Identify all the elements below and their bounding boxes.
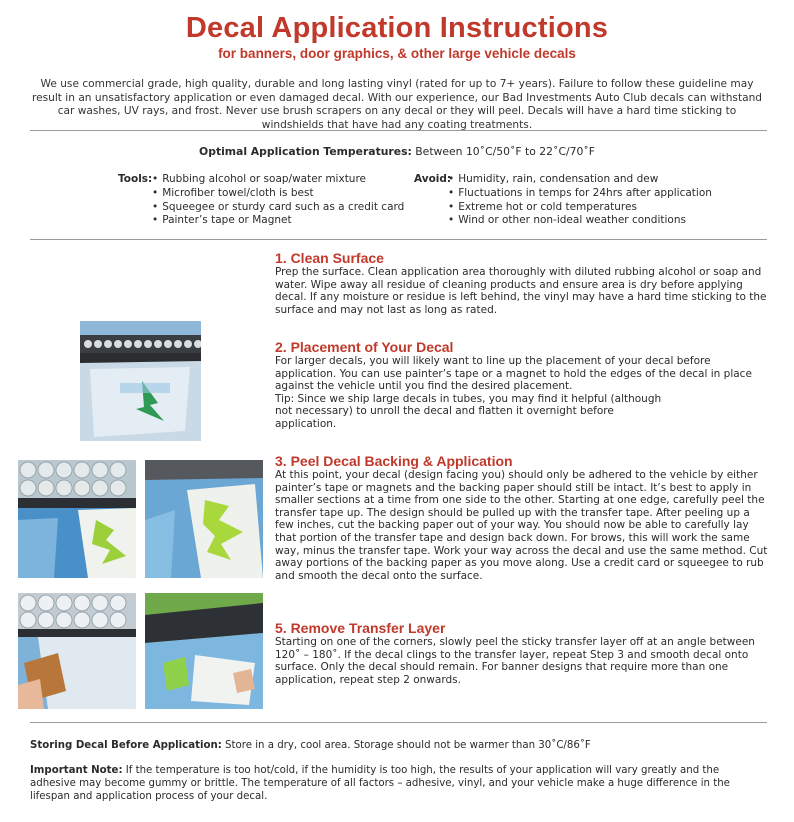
avoid-list xyxy=(448,173,748,228)
step-tip: Tip: Since we ship large decals in tubes, you may find it helpful (although not necessary) to unroll the decal and flatten it overnight before application. xyxy=(275,392,662,430)
temperature-line xyxy=(0,145,794,158)
placement-photo xyxy=(80,321,201,441)
list-item: • Humidity, rain, condensation and dew xyxy=(448,173,748,187)
list-item: • Extreme hot or cold temperatures xyxy=(448,201,748,215)
temperature-label: Optimal Application Temperatures: xyxy=(199,145,412,158)
peel-photo-1 xyxy=(18,460,136,578)
step-body: Prep the surface. Clean application area thoroughly with diluted rubbing alcohol or soap and water. Wipe away all residue of cleaning products and ensure area is dry before applying decal. If any moisture or residue is left behind, the vinyl may have a hard time sticking to the surface and may not last as long as rated. xyxy=(275,266,767,316)
list-item: • Microfiber towel/cloth is best xyxy=(152,187,412,201)
peel-photo-2 xyxy=(145,460,263,578)
divider xyxy=(30,722,767,723)
step-title: 1. Clean Surface xyxy=(275,250,384,266)
transfer-photo-1 xyxy=(18,593,136,709)
list-item: • Fluctuations in temps for 24hrs after application xyxy=(448,187,748,201)
tools-label: Tools: xyxy=(118,173,153,185)
step-title: 2. Placement of Your Decal xyxy=(275,339,454,355)
step-body: For larger decals, you will likely want to line up the placement of your decal before application. You can use painter’s tape or a magnet to hold the edges of the decal in place against the vehicle until you find the desired placement. xyxy=(275,355,752,393)
avoid-label: Avoid: xyxy=(414,173,452,185)
step-body: Starting on one of the corners, slowly peel the sticky transfer layer off at an angle between 120˚ – 180˚. If the decal clings to the transfer layer, repeat Step 3 and smooth decal onto surface. Only the decal should remain. For banner designs that require more than one application, repeat step 2 onwards. xyxy=(275,636,755,686)
transfer-photo-2 xyxy=(145,593,263,709)
step-title: 5. Remove Transfer Layer xyxy=(275,620,446,636)
storing-label: Storing Decal Before Application: xyxy=(30,740,222,751)
list-item: • Wind or other non-ideal weather conditions xyxy=(448,214,748,228)
list-item: • Squeegee or sturdy card such as a credit card xyxy=(152,201,412,215)
page-subtitle: for banners, door graphics, & other large vehicle decals xyxy=(218,46,576,61)
step-placement xyxy=(275,339,769,431)
step-remove-transfer xyxy=(275,620,769,686)
divider xyxy=(30,239,767,240)
step-clean-surface xyxy=(275,250,769,316)
important-label: Important Note: xyxy=(30,765,123,776)
step-peel-backing xyxy=(275,453,769,582)
divider xyxy=(30,130,767,131)
tools-list xyxy=(152,173,412,228)
list-item: • Rubbing alcohol or soap/water mixture xyxy=(152,173,412,187)
important-text: If the temperature is too hot/cold, if the humidity is too high, the results of your application will vary greatly and the adhesive may become gummy or brittle. The temperature of all factors – adhesive, vinyl, and your vehicle make a huge difference in the lifespan and application process of your decal. xyxy=(30,765,730,803)
page-title: Decal Application Instructions xyxy=(185,12,609,44)
intro-paragraph: We use commercial grade, high quality, durable and long lasting vinyl (rated for up to 7+ years). Failure to follow these guideline may result in an unsatisfactory application or even damaged decal. With our experience, our Bad Investments Auto Club decals can withstand car washes, UV rays, and frost. Never use brush scrapers on any decal or they will peel. Decals will have a hard time sticking to windshields that have had any coating treatments. xyxy=(31,78,763,131)
step-title: 3. Peel Decal Backing & Application xyxy=(275,453,513,469)
storing-note xyxy=(30,739,767,752)
storing-text: Store in a dry, cool area. Storage should not be warmer than 30˚C/86˚F xyxy=(225,740,591,751)
step-body: At this point, your decal (design facing you) should only be adhered to the vehicle by either painter’s tape or magnets and the backing paper should still be intact. It’s best to apply in smaller sections at a time from one side to the other. Starting at one edge, carefully peel the transfer tape up. The design should be pulled up with the transfer tape. After peeling up a few inches, cut the backing paper out of your way. You should now be able to carefully lay that portion of the transfer tape and design back down. For brows, this will work the same way, minus the transfer tape. Work your way across the decal and use the same method. Cut away portions of the backing paper as you move along. Use a credit card or squeegee to rub and smooth the decal onto the surface. xyxy=(275,469,768,582)
list-item: • Painter’s tape or Magnet xyxy=(152,214,412,228)
temperature-value: Between 10˚C/50˚F to 22˚C/70˚F xyxy=(415,145,595,158)
important-note xyxy=(30,764,767,804)
